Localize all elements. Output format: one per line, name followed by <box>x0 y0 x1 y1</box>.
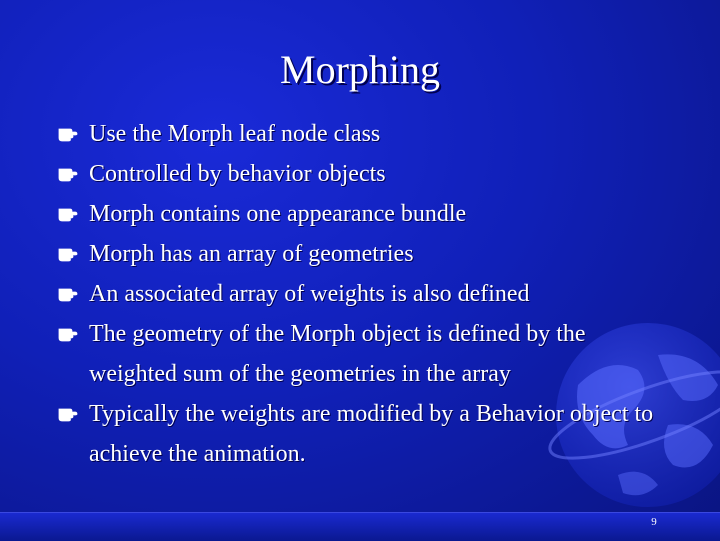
bullet-text: Typically the weights are modified by a Behavior object to achieve the animation. <box>89 401 654 467</box>
pointing-hand-icon <box>58 124 80 144</box>
pointing-hand-icon <box>58 244 80 264</box>
bullet-text: Use the Morph leaf node class <box>89 121 381 147</box>
bullet-text: The geometry of the Morph object is defined by the weighted sum of the geometries in the array <box>89 321 586 387</box>
bullet-text: An associated array of weights is also defined <box>89 281 530 307</box>
bullet-text: Controlled by behavior objects <box>89 161 386 187</box>
pointing-hand-icon <box>58 284 80 304</box>
bullet-item <box>58 314 658 394</box>
bullet-list <box>58 114 658 474</box>
page-number: 9 <box>651 516 657 528</box>
bullet-text: Morph contains one appearance bundle <box>89 201 467 227</box>
pointing-hand-icon <box>58 164 80 184</box>
pointing-hand-icon <box>58 204 80 224</box>
bullet-item <box>58 274 658 314</box>
footer-bar <box>0 512 720 541</box>
bullet-item <box>58 234 658 274</box>
bullet-item <box>58 394 658 474</box>
bullet-item <box>58 194 658 234</box>
pointing-hand-icon <box>58 404 80 424</box>
bullet-item <box>58 154 658 194</box>
bullet-text: Morph has an array of geometries <box>89 241 414 267</box>
pointing-hand-icon <box>58 324 80 344</box>
slide-title: Morphing <box>280 47 440 92</box>
bullet-item <box>58 114 658 154</box>
